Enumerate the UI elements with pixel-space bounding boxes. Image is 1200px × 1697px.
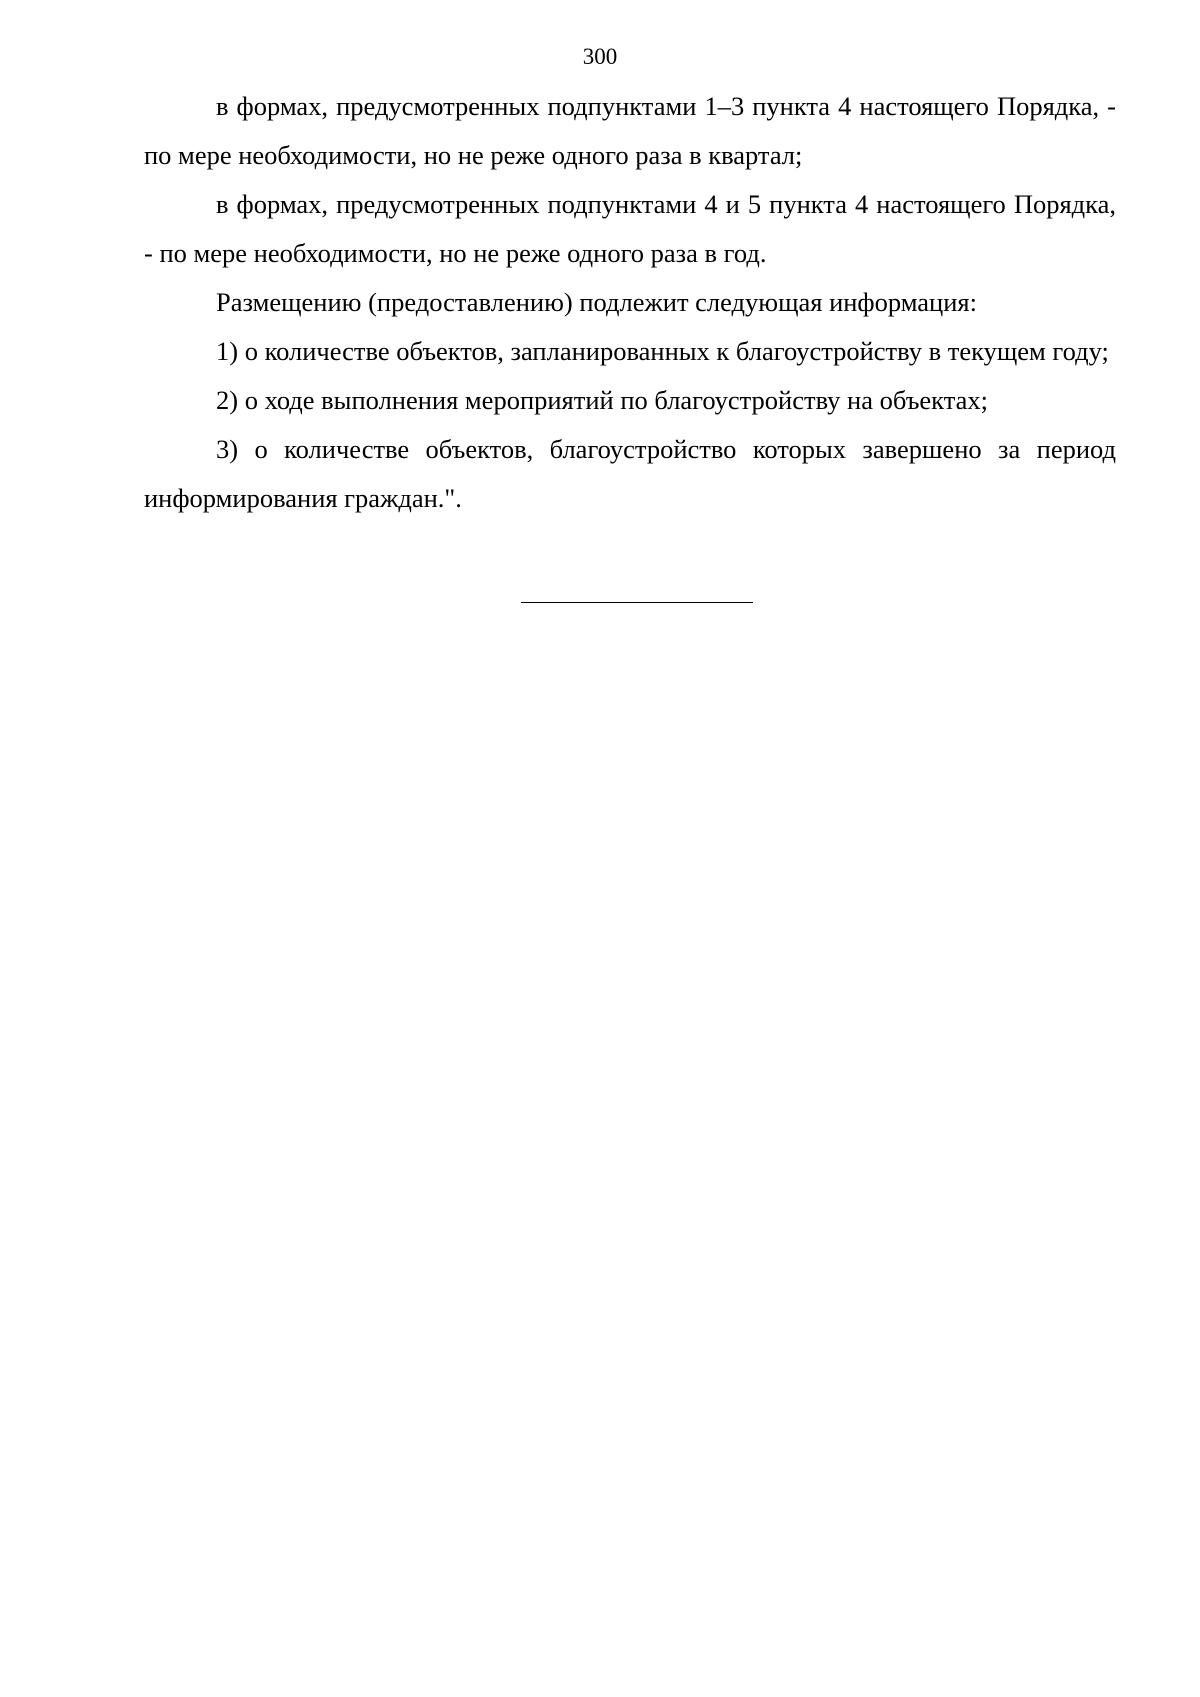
end-separator-line — [521, 602, 753, 603]
body-text — [144, 82, 1116, 523]
paragraph-yearly-forms: в формах, предусмотренных подпунктами 4 и 5 пункта 4 настоящего Порядка, - по мере необходимости, но не реже одного раза в год. — [144, 189, 1116, 268]
paragraph-quarterly-forms: в формах, предусмотренных подпунктами 1–3 пункта 4 настоящего Порядка, - по мере необходимости, но не реже одного раза в квартал; — [144, 91, 1116, 170]
paragraph-item-2: 2) о ходе выполнения мероприятий по благоустройству на объектах; — [216, 385, 988, 415]
paragraph-item-1: 1) о количестве объектов, запланированных к благоустройству в текущем году; — [216, 336, 1109, 366]
paragraph-info-intro: Размещению (предоставлению) подлежит следующая информация: — [216, 287, 977, 317]
paragraph-item-3: 3) о количестве объектов, благоустройство которых завершено за период информирования граждан.". — [144, 434, 1116, 513]
page-number: 300 — [582, 44, 618, 69]
